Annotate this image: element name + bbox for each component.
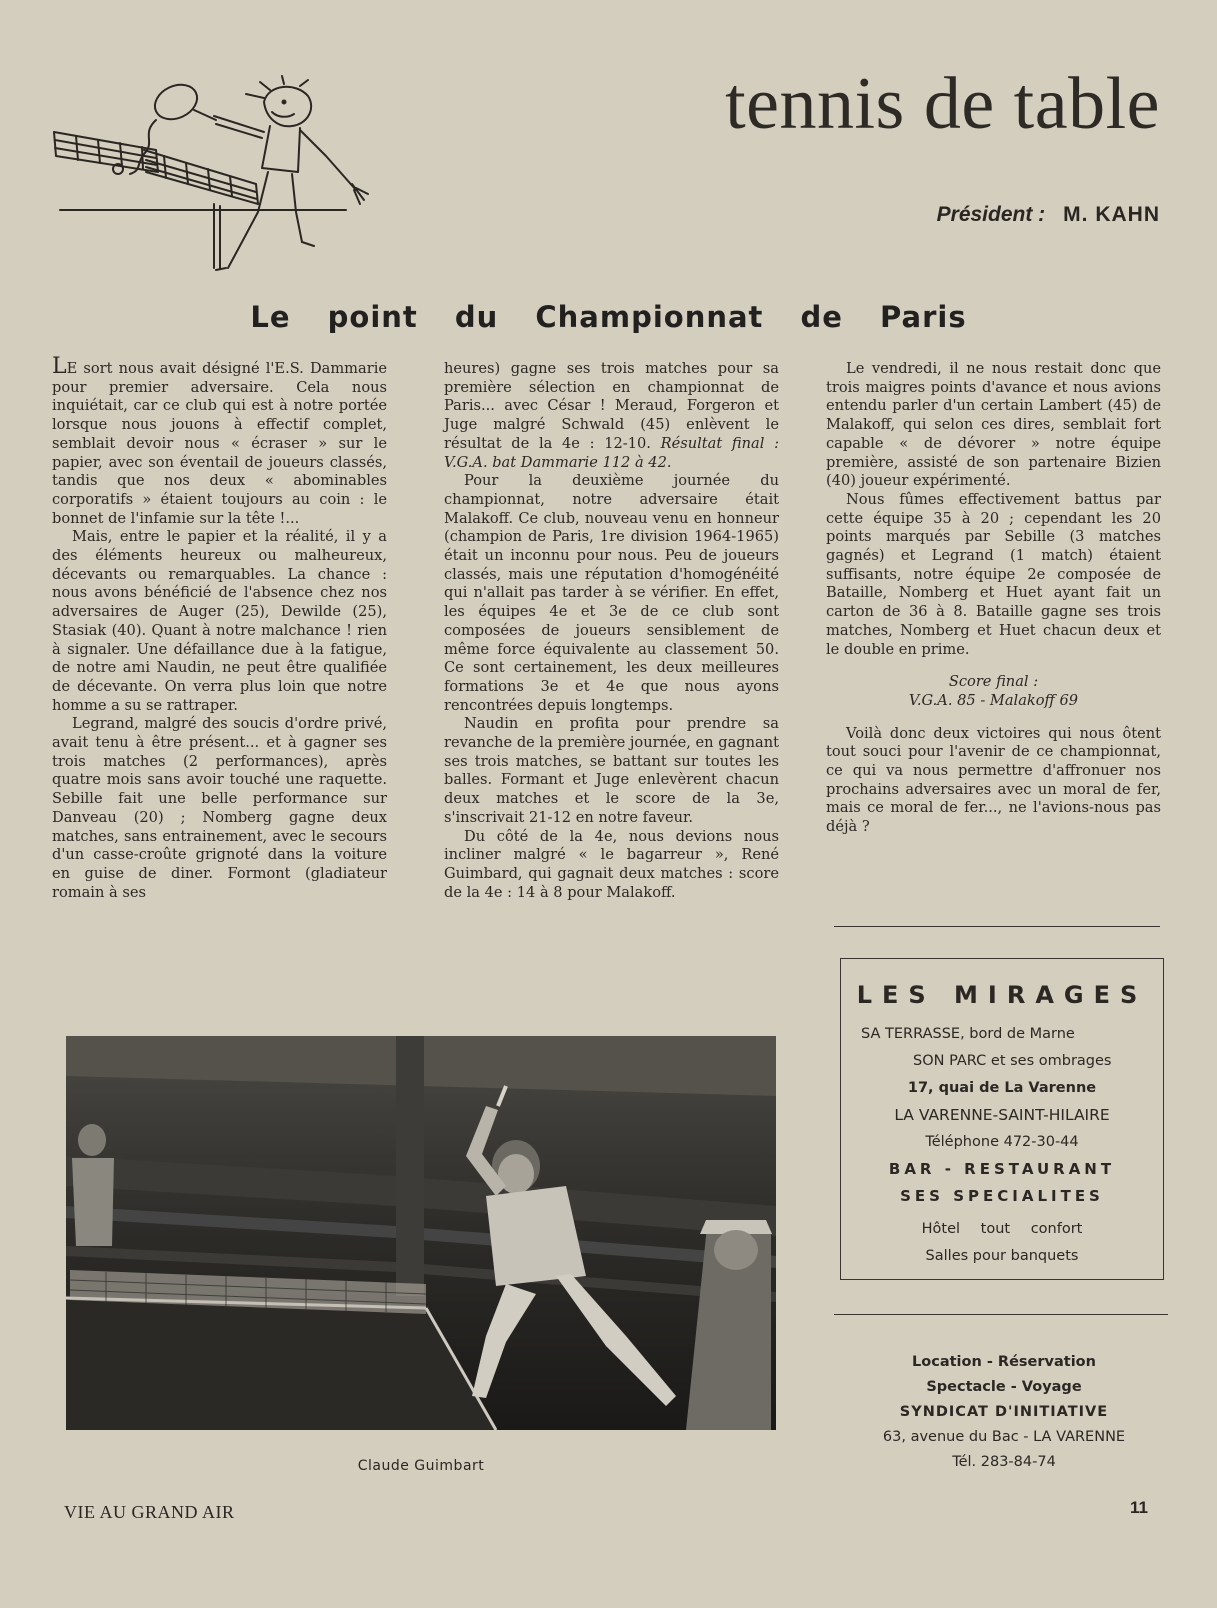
article-paragraph: Naudin en profita pour prendre sa revanche de la première journée, en gagnant ses trois matches, se battant sur toutes les balles. Formant et Juge enlevèrent chacun deux matches et le score de la 3e, s'inscrivait 21-12 en notre faveur.	[444, 715, 779, 826]
section-title: tennis de table	[725, 63, 1160, 145]
article-headline: Le point du Championnat de Paris	[250, 300, 967, 334]
article-column-2	[444, 360, 779, 902]
paragraph-text: E sort nous avait désigné l'E.S. Dammarie pour premier adversaire. Cela nous inquiétait, car ce club qui est à notre portée lorsque nous jouons à effectif complet, semblait devoir nous « écraser » sur le papier, avec son éventail de joueurs classés, tandis que nos deux « abominables corporatifs » étaient toujours au coin : le bonnet de l'infamie sur la tête !...	[52, 360, 387, 527]
ad-line: SA TERRASSE, bord de Marne	[861, 1026, 1075, 1042]
syndicat-line: SYNDICAT D'INITIATIVE	[899, 1404, 1109, 1420]
ad-line: LA VARENNE-SAINT-HILAIRE	[894, 1106, 1110, 1124]
result-text: Résultat final : V.G.A. bat Dammarie 112 à 42.	[444, 434, 779, 471]
syndicat-notice	[834, 1350, 1174, 1475]
ad-line: Hôtel tout confort	[921, 1221, 1083, 1237]
ad-line: 17, quai de La Varenne	[907, 1080, 1097, 1096]
syndicat-line: Location - Réservation	[912, 1354, 1096, 1370]
syndicat-line: Tél. 283-84-74	[952, 1454, 1056, 1470]
ad-line: SON PARC et ses ombrages	[913, 1053, 1112, 1069]
president-label: Président :	[936, 203, 1046, 226]
divider	[834, 926, 1160, 927]
article-paragraph: Legrand, malgré des soucis d'ordre privé, avait tenu à être présent... et à gagner ses trois matches (2 performances), après quatre mois sans avoir touché une raquette. Sebille fait une belle performance sur Danveau (20) ; Nomberg gagne deux matches, sans entrainement, avec le secours d'un casse-croûte grignoté dans la voiture en guise de diner. Formont (gladiateur romain à ses	[52, 715, 387, 901]
ad-line: Salles pour banquets	[925, 1248, 1079, 1264]
article-paragraph: Mais, entre le papier et la réalité, il y a des éléments heureux ou malheureux, décevants ou remarquables. La chance : nous avons bénéficié de l'absence chez nos adversaires de Auger (25), Dewilde (25), Stasiak (40). Quant à notre malchance ! rien à signaler. Une défaillance due à la fatigue, de notre ami Naudin, ne peut être qualifiée de décevante. On verra plus loin que notre homme a su se rattraper.	[52, 528, 387, 714]
ad-line: Téléphone 472-30-44	[925, 1134, 1079, 1150]
article-paragraph: Pour la deuxième journée du championnat, notre adversaire était Malakoff. Ce club, nouveau venu en honneur (champion de Paris, 1re division 1964-1965) était un inconnu pour nous. Peu de joueurs classés, mais une réputation d'homogénéité qui n'allait pas tarder à se vérifier. En effet, les équipes 4e et 3e de ce club sont composées de joueurs sensiblement de même force équivalente au classement 50. Ce sont certainement, les deux meilleures formations 3e et 4e que nous ayons rencontrées depuis longtemps.	[444, 472, 779, 714]
match-photo	[66, 1036, 776, 1430]
ping-pong-player-illustration	[46, 72, 386, 282]
page-number: 11	[1130, 1498, 1148, 1517]
score-value: V.G.A. 85 - Malakoff 69	[908, 691, 1079, 709]
ad-title: LES MIRAGES	[856, 981, 1148, 1009]
article-column-3	[826, 360, 1161, 837]
article-paragraph: Le vendredi, il ne nous restait donc que trois maigres points d'avance et nous avions entendu parler d'un certain Lambert (45) de Malakoff, qui selon ces dires, semblait fort capable « de dévorer » notre équipe première, assisté de son partenaire Bizien (40) joueur expérimenté.	[826, 360, 1161, 490]
president-line	[760, 203, 1160, 227]
article-paragraph: Nous fûmes effectivement battus par cette équipe 35 à 20 ; cependant les 20 points marqués par Sebille (3 matches gagnés) et Legrand (1 match) étaient suffisants, notre équipe 2e composée de Bataille, Nomberg et Huet ayant fait un carton de 36 à 8. Bataille gagne ses trois matches, Nomberg et Huet chacun deux et le double en prime.	[826, 490, 1161, 658]
advertisement-les-mirages	[840, 958, 1164, 1280]
paragraph-text: heures) gagne ses trois matches pour sa première sélection en championnat de Paris... avec César ! Meraud, Forgeron et Juge malgré Schwald (45) enlèvent le résultat de la 4e : 12-10.	[444, 360, 779, 452]
publication-name: VIE AU GRAND AIR	[64, 1502, 235, 1522]
article-paragraph	[52, 354, 387, 528]
article-paragraph	[444, 360, 779, 472]
divider	[834, 1314, 1168, 1315]
article-paragraph: Voilà donc deux victoires qui nous ôtent tout souci pour l'avenir de ce championnat, ce qui va nous permettre d'affronuer nos prochains adversaires avec un moral de fer, mais ce moral de fer..., ne l'avions-nous pas déjà ?	[826, 724, 1161, 836]
final-score	[826, 673, 1161, 710]
drop-cap: L	[52, 354, 67, 379]
ad-line: BAR - RESTAURANT	[888, 1160, 1116, 1178]
article-column-1	[52, 354, 387, 902]
president-name: M. KAHN	[1063, 203, 1160, 226]
syndicat-line: 63, avenue du Bac - LA VARENNE	[882, 1429, 1126, 1445]
photo-caption: Claude Guimbart	[357, 1458, 485, 1474]
ad-line: SES SPECIALITES	[900, 1187, 1104, 1205]
article-paragraph: Du côté de la 4e, nous devions nous incliner malgré « le bagarreur », René Guimbard, qui gagnait deux matches : score de la 4e : 14 à 8 pour Malakoff.	[444, 827, 779, 901]
score-label: Score final :	[948, 673, 1039, 691]
syndicat-line: Spectacle - Voyage	[926, 1379, 1082, 1395]
